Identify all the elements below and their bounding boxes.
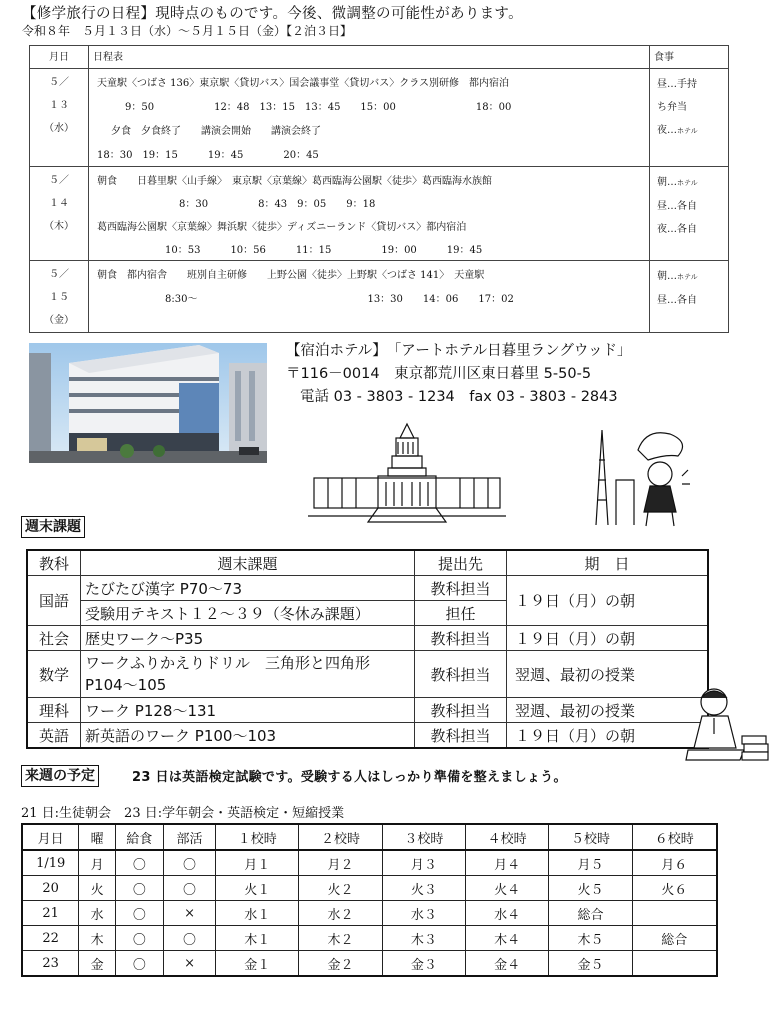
meal-main: 昼…各自 (657, 201, 697, 212)
meal-item (657, 171, 728, 195)
weekly-schedule-body (22, 824, 717, 976)
homework-submit-to: 教科担当 (415, 698, 507, 723)
weekly-cell: 火３ (382, 876, 465, 901)
homework-subject: 理科 (27, 698, 81, 723)
date-month: ５／ (49, 269, 69, 280)
weekly-cell: 金４ (466, 951, 549, 977)
exam-note: 23 日は英語検定試験です。受験する人はしっかり準備を整えましょう。 (132, 770, 567, 785)
homework-header-subject: 教科 (27, 550, 81, 576)
homework-row (27, 576, 708, 601)
date-weekday: （水） (44, 123, 74, 134)
hotel-photo (29, 343, 267, 463)
schedule-line: 夕食 夕食終了 講演会開始 講演会終了 (111, 126, 321, 137)
itinerary-schedule (89, 69, 650, 167)
homework-due: 翌週、最初の授業 (507, 698, 709, 723)
meal-item (657, 265, 728, 289)
weekly-cell: 20 (22, 876, 79, 901)
itinerary-date (30, 69, 89, 167)
homework-task (81, 651, 415, 698)
weekly-cell: 木２ (299, 926, 382, 951)
homework-submit-to: 教科担当 (415, 651, 507, 698)
weekly-cell: 〇 (115, 926, 163, 951)
weekly-cell: 木４ (466, 926, 549, 951)
homework-submit-to: 教科担当 (415, 723, 507, 749)
meal-item (657, 195, 728, 218)
weekly-cell: 月４ (466, 850, 549, 876)
studying-student-illustration (684, 684, 770, 768)
weekly-cell: 22 (22, 926, 79, 951)
weekly-cell: 金５ (549, 951, 632, 977)
itinerary-meals (650, 261, 729, 333)
weekly-row (22, 901, 717, 926)
weekly-cell: 火４ (466, 876, 549, 901)
itinerary-table (29, 45, 729, 333)
weekly-header-cell: ３校時 (382, 824, 465, 850)
homework-due: １９日（月）の朝 (507, 626, 709, 651)
weekly-row (22, 876, 717, 901)
itinerary-day-row (30, 69, 729, 167)
weekly-cell: 〇 (115, 876, 163, 901)
meal-item (657, 289, 728, 312)
weekly-header-cell: ２校時 (299, 824, 382, 850)
meal-main: 昼…手持 (657, 79, 697, 90)
itinerary-header-row (30, 46, 729, 69)
homework-due: １９日（月）の朝 (507, 576, 709, 626)
homework-row (27, 723, 708, 749)
meal-note: ホテル (677, 273, 698, 281)
diet-building-illustration (308, 418, 506, 530)
weekly-cell: 月２ (299, 850, 382, 876)
weekly-cell: 水３ (382, 901, 465, 926)
itinerary-date (30, 167, 89, 261)
itinerary-schedule (89, 261, 650, 333)
homework-row (27, 626, 708, 651)
date-weekday: （金） (44, 315, 74, 326)
itinerary-day-row (30, 167, 729, 261)
weekly-cell: 月３ (382, 850, 465, 876)
date-day: １５ (49, 292, 69, 303)
date-day: １４ (49, 198, 69, 209)
weekly-cell: 〇 (115, 901, 163, 926)
schedule-line: 10：53 10：56 11：15 19：00 19：45 (165, 245, 483, 256)
weekly-cell: 〇 (163, 926, 215, 951)
homework-task: たびたび漢字 P70～73 (81, 576, 415, 601)
homework-due: １９日（月）の朝 (507, 723, 709, 749)
itinerary-date (30, 261, 89, 333)
schedule-line: 葛西臨海公園駅〈京葉線〉舞浜駅〈徒歩〉ディズニーランド〈貸切バス〉都内宿泊 (97, 222, 467, 233)
weekly-cell: 火５ (549, 876, 632, 901)
hotel-info (286, 340, 632, 409)
weekly-row (22, 926, 717, 951)
date-day: １３ (49, 100, 69, 111)
meal-main: 朝… (657, 177, 677, 188)
schedule-line: 8：30 8：43 9：05 9：18 (179, 199, 376, 210)
homework-row (27, 698, 708, 723)
weekly-header-cell: ４校時 (466, 824, 549, 850)
meal-main: 夜… (657, 125, 677, 136)
weekly-cell: 月 (79, 850, 115, 876)
weekly-cell: 〇 (163, 876, 215, 901)
meal-main: ち弁当 (657, 102, 687, 113)
weekly-header-cell: 給食 (115, 824, 163, 850)
meal-item (657, 73, 728, 96)
weekly-cell: × (163, 901, 215, 926)
weekly-cell: 金２ (299, 951, 382, 977)
weekly-row (22, 951, 717, 977)
date-month: ５／ (49, 175, 69, 186)
homework-task: 歴史ワーク～P35 (81, 626, 415, 651)
weekly-header-cell: １校時 (216, 824, 299, 850)
hotel-phone: 電話 03 - 3803 - 1234 fax 03 - 3803 - 2843 (300, 389, 618, 405)
schedule-line: 8:30～ 13：30 14：06 17：02 (165, 294, 514, 305)
homework-header-due: 期 日 (507, 550, 709, 576)
weekly-header-cell: ５校時 (549, 824, 632, 850)
homework-due: 翌週、最初の授業 (507, 651, 709, 698)
itinerary-header-meals: 食事 (650, 46, 729, 69)
itinerary-header-date: 月日 (30, 46, 89, 69)
weekly-cell: 月１ (216, 850, 299, 876)
weekly-cell: 1/19 (22, 850, 79, 876)
homework-header-task: 週末課題 (81, 550, 415, 576)
weekly-cell (632, 901, 717, 926)
weekly-cell: 木５ (549, 926, 632, 951)
trip-heading: 【修学旅行の日程】現時点のものです。今後、微調整の可能性があります。 (22, 6, 523, 22)
weekly-cell: 金３ (382, 951, 465, 977)
homework-subject: 英語 (27, 723, 81, 749)
weekly-cell: 火１ (216, 876, 299, 901)
weekly-row (22, 850, 717, 876)
meal-note: ホテル (677, 127, 698, 135)
weekly-header-cell: 曜 (79, 824, 115, 850)
date-weekday: （木） (44, 221, 74, 232)
schedule-line: 天童駅〈つばさ 136〉東京駅〈貸切バス〉国会議事堂〈貸切バス〉クラス別研修 都内宿泊 (97, 78, 509, 89)
weekly-cell: 木１ (216, 926, 299, 951)
weekly-header-cell: 月日 (22, 824, 79, 850)
itinerary-header-schedule: 日程表 (89, 46, 650, 69)
weekly-cell: 木 (79, 926, 115, 951)
weekly-cell: 水４ (466, 901, 549, 926)
homework-task: 受験用テキスト１２～３９（冬休み課題） (81, 601, 415, 626)
weekly-cell: 水２ (299, 901, 382, 926)
homework-subject: 数学 (27, 651, 81, 698)
homework-subject: 社会 (27, 626, 81, 651)
weekly-cell: 水 (79, 901, 115, 926)
homework-task: 新英語のワーク P100～103 (81, 723, 415, 749)
itinerary-schedule (89, 167, 650, 261)
weekly-schedule-table (21, 823, 718, 977)
schedule-line: 18：30 19：15 19：45 20：45 (97, 150, 319, 161)
weekly-cell: 21 (22, 901, 79, 926)
weekly-cell: 〇 (115, 951, 163, 977)
homework-table (26, 549, 709, 749)
homework-submit-to: 教科担当 (415, 576, 507, 601)
meal-main: 夜…各自 (657, 224, 697, 235)
weekly-header-row (22, 824, 717, 850)
weekly-header-cell: ６校時 (632, 824, 717, 850)
weekly-cell: 総合 (549, 901, 632, 926)
weekly-cell: 月５ (549, 850, 632, 876)
weekly-cell: 水１ (216, 901, 299, 926)
meal-item (657, 119, 728, 143)
homework-task-line: ワークふりかえりドリル 三角形と四角形 (85, 654, 371, 672)
weekly-cell: 木３ (382, 926, 465, 951)
meal-main: 昼…各自 (657, 295, 697, 306)
date-month: ５／ (49, 77, 69, 88)
homework-section-title: 週末課題 (21, 516, 85, 538)
weekly-cell: 金１ (216, 951, 299, 977)
tokyo-tower-boy-illustration (586, 420, 691, 528)
weekly-cell: 〇 (163, 850, 215, 876)
weekly-header-cell: 部活 (163, 824, 215, 850)
weekly-cell: 総合 (632, 926, 717, 951)
homework-submit-to: 教科担当 (415, 626, 507, 651)
hotel-address: 〒116－0014 東京都荒川区東日暮里 5-50-5 (286, 366, 592, 382)
schedule-line: 朝食 都内宿舎 班別自主研修 上野公園〈徒歩〉上野駅〈つばさ 141〉 天童駅 (97, 270, 485, 281)
next-week-section-title: 来週の予定 (21, 765, 99, 787)
meal-item (657, 96, 728, 119)
weekly-cell (632, 951, 717, 977)
weekly-cell: 〇 (115, 850, 163, 876)
meal-item (657, 218, 728, 241)
homework-header-row (27, 550, 708, 576)
meal-main: 朝… (657, 271, 677, 282)
weekly-cell: 金 (79, 951, 115, 977)
schedule-line: 9：50 12：48 13：15 13：45 15：00 18：00 (125, 102, 512, 113)
homework-row (27, 651, 708, 698)
hotel-title: 【宿泊ホテル】 「アートホテル日暮里ラングウッド」 (286, 343, 632, 359)
trip-dates: 令和８年 ５月１３日（水）～５月１５日（金）【２泊３日】 (22, 24, 353, 38)
weekly-cell: × (163, 951, 215, 977)
meal-note: ホテル (677, 179, 698, 187)
weekly-cell: 火６ (632, 876, 717, 901)
homework-task: ワーク P128～131 (81, 698, 415, 723)
itinerary-day-row (30, 261, 729, 333)
homework-subject: 国語 (27, 576, 81, 626)
itinerary-meals (650, 69, 729, 167)
weekly-cell: 火２ (299, 876, 382, 901)
itinerary-meals (650, 167, 729, 261)
weekly-cell: 23 (22, 951, 79, 977)
weekly-cell: 火 (79, 876, 115, 901)
homework-task-line: P104～105 (85, 676, 167, 694)
events-line: 21 日:生徒朝会 23 日:学年朝会・英語検定・短縮授業 (21, 806, 345, 821)
homework-submit-to: 担任 (415, 601, 507, 626)
weekly-cell: 月６ (632, 850, 717, 876)
schedule-line: 朝食 日暮里駅〈山手線〉 東京駅〈京葉線〉葛西臨海公園駅〈徒歩〉葛西臨海水族館 (97, 176, 492, 187)
homework-header-submit: 提出先 (415, 550, 507, 576)
